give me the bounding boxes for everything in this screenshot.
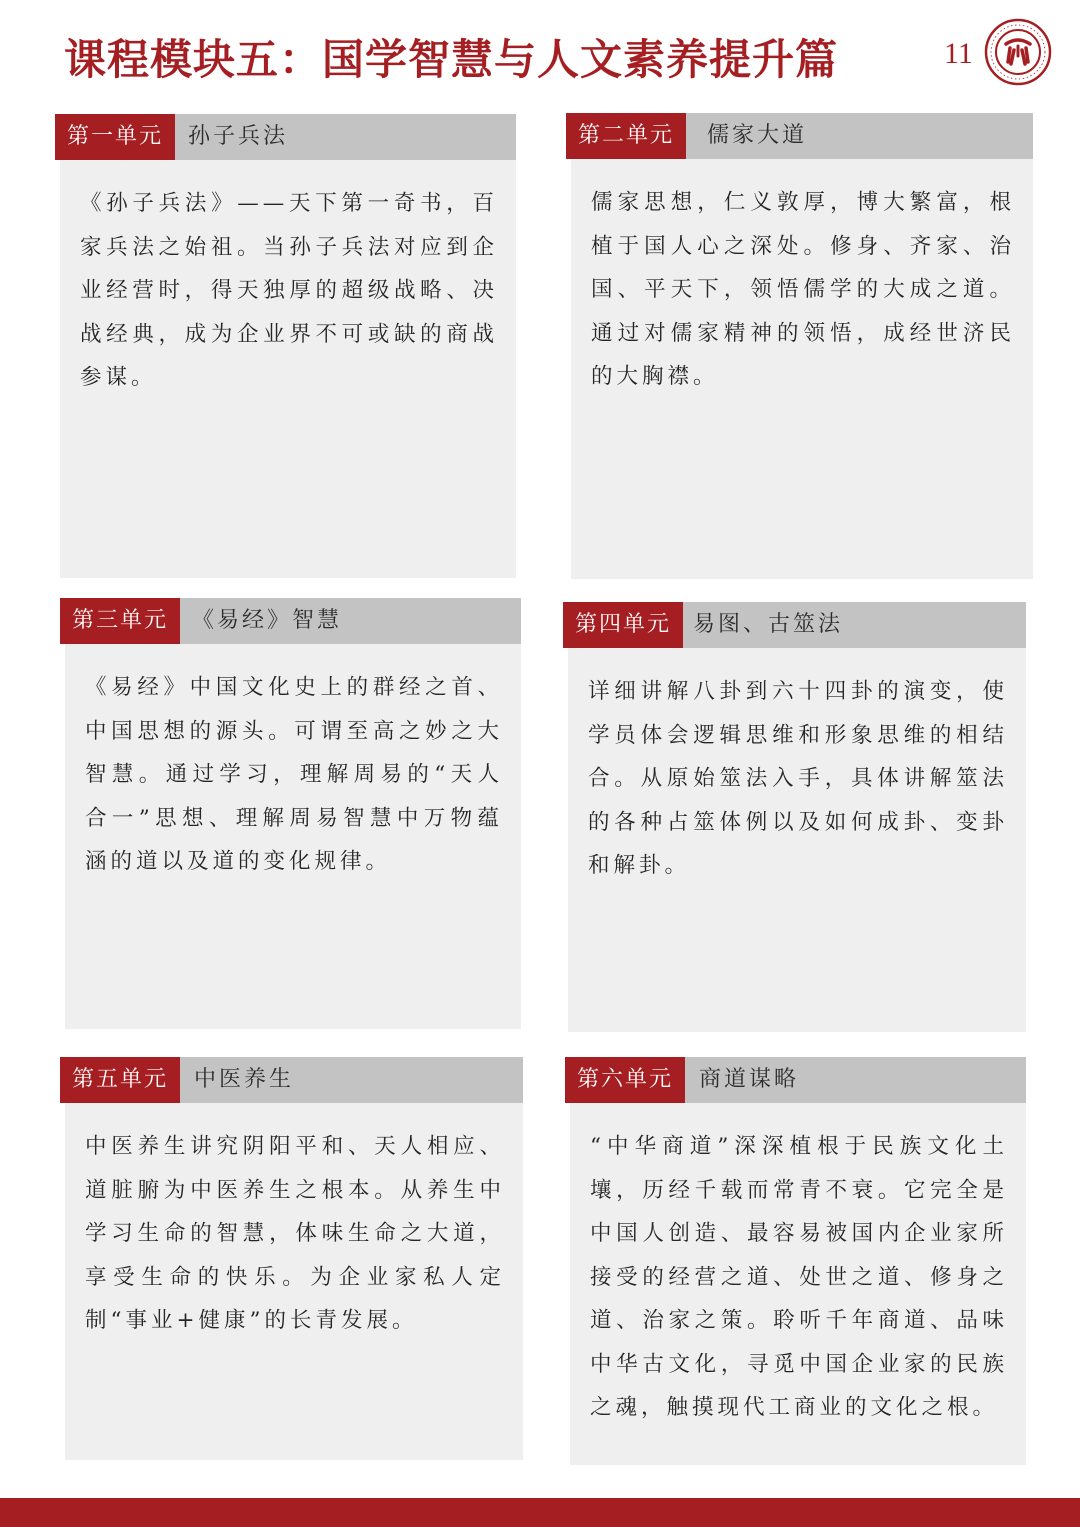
unit-body <box>60 160 516 578</box>
unit-tag: 第一单元 <box>55 114 175 160</box>
unit-card-1 <box>55 114 516 578</box>
unit-body <box>571 159 1033 579</box>
unit-body <box>65 644 521 1029</box>
unit-header <box>563 602 1026 648</box>
unit-description: “中华商道”深深植根于民族文化土壤，历经千载而常青不衰。它完全是中国人创造、最容易被国内企业家所接受的经营之道、处世之道、修身之道、治家之策。聆听千年商道、品味中华古文化，寻觅中国企业家的民族之魂，触摸现代工商业的文化之根。 <box>590 1134 1008 1420</box>
unit-card-3 <box>60 598 521 1029</box>
unit-tag: 第五单元 <box>60 1057 180 1103</box>
unit-title: 中医养生 <box>194 1067 295 1092</box>
unit-header <box>55 114 516 160</box>
unit-card-2 <box>566 113 1033 579</box>
unit-card-5 <box>60 1057 523 1460</box>
unit-header <box>60 1057 523 1103</box>
unit-header <box>566 113 1033 159</box>
unit-body <box>568 648 1026 1032</box>
unit-tag: 第二单元 <box>566 113 686 159</box>
footer-bar <box>0 1498 1080 1527</box>
unit-body <box>65 1103 523 1460</box>
unit-title: 孙子兵法 <box>188 124 289 149</box>
unit-tag: 第六单元 <box>565 1057 685 1103</box>
unit-description: 儒家思想，仁义敦厚，博大繁富，根植于国人心之深处。修身、齐家、治国、平天下，领悟儒学的大成之道。通过对儒家精神的领悟，成经世济民的大胸襟。 <box>591 190 1015 389</box>
unit-description: 《孙子兵法》——天下第一奇书，百家兵法之始祖。当孙子兵法对应到企业经营时，得天独厚的超级战略、决战经典，成为企业界不可或缺的商战参谋。 <box>80 191 498 390</box>
page-title: 课程模块五：国学智慧与人文素养提升篇 <box>64 35 839 84</box>
unit-header <box>60 598 521 644</box>
unit-description: 中医养生讲究阴阳平和、天人相应、道脏腑为中医养生之根本。从养生中学习生命的智慧，体味生命之大道，享受生命的快乐。为企业家私人定制“事业+健康”的长青发展。 <box>85 1134 505 1333</box>
unit-body <box>570 1103 1026 1465</box>
unit-header <box>565 1057 1026 1103</box>
unit-title: 易图、古筮法 <box>693 612 844 637</box>
unit-tag: 第四单元 <box>563 602 683 648</box>
unit-tag: 第三单元 <box>60 598 180 644</box>
page-number: 11 <box>944 37 973 70</box>
unit-card-6 <box>565 1057 1026 1465</box>
unit-title: 儒家大道 <box>707 123 808 148</box>
unit-title: 《易经》智慧 <box>192 608 343 633</box>
university-seal-logo <box>984 18 1052 86</box>
unit-description: 《易经》中国文化史上的群经之首、中国思想的源头。可谓至高之妙之大智慧。通过学习，理解周易的“天人合一”思想、理解周易智慧中万物蕴涵的道以及道的变化规律。 <box>85 675 503 874</box>
unit-card-4 <box>563 602 1026 1032</box>
unit-description: 详细讲解八卦到六十四卦的演变，使学员体会逻辑思维和形象思维的相结合。从原始筮法入手，具体讲解筮法的各种占筮体例以及如何成卦、变卦和解卦。 <box>588 679 1008 878</box>
unit-title: 商道谋略 <box>699 1067 800 1092</box>
